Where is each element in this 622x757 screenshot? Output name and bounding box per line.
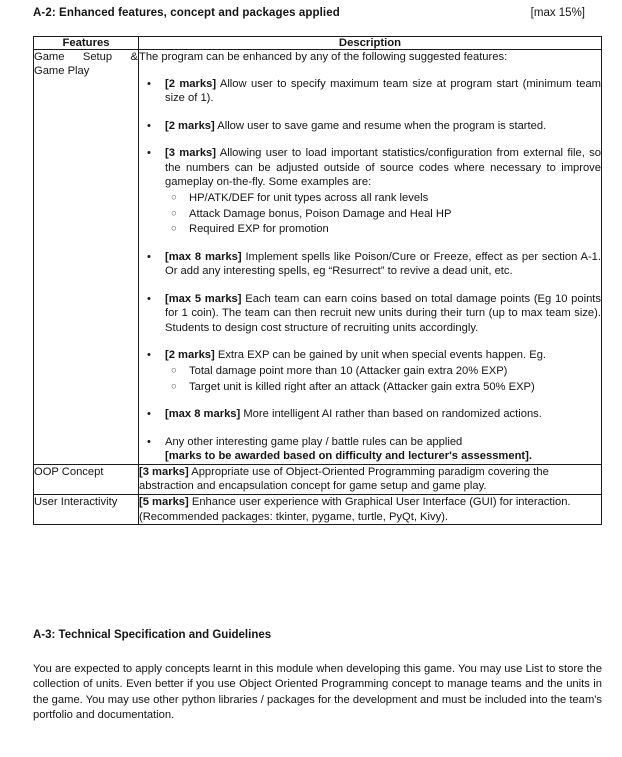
description-intro: The program can be enhanced by any of the following suggested features: bbox=[139, 51, 508, 63]
column-header-features: Features bbox=[34, 37, 139, 50]
table-row bbox=[34, 50, 602, 465]
bullet-text: Extra EXP can be gained by unit when special events happen. Eg. bbox=[214, 349, 547, 362]
page-title: A-2: Enhanced features, concept and packages applied bbox=[33, 7, 340, 19]
bullet-icon: • bbox=[147, 435, 151, 448]
sub-bullet-text: HP/ATK/DEF for unit types across all rank levels bbox=[189, 191, 429, 204]
bullet-text: Implement spells like Poison/Cure or Freeze, effect as per section A-1. Or add any interesting spells, eg “Resurrect” to revive a dead unit, etc. bbox=[165, 250, 601, 278]
bullet-text: Allow user to save game and resume when the program is started. bbox=[214, 119, 547, 132]
bullet-text: Allow user to specify maximum team size at program start (minimum team size of 1). bbox=[165, 77, 602, 105]
feature-cell-user-interactivity: User Interactivity bbox=[34, 494, 139, 524]
feature-label-line2: Game Play bbox=[34, 65, 90, 78]
list-item bbox=[139, 146, 601, 236]
row-marks: [3 marks] bbox=[139, 465, 189, 478]
bullet-icon: • bbox=[147, 408, 151, 421]
sub-list-item bbox=[165, 207, 601, 222]
bullet-icon: • bbox=[147, 250, 151, 263]
description-cell-user-interactivity bbox=[139, 494, 602, 524]
bullet-marks: [max 8 marks] bbox=[165, 250, 242, 263]
list-item bbox=[139, 77, 601, 106]
bullet-text: More intelligent AI rather than based on randomized actions. bbox=[240, 408, 542, 421]
circle-bullet-icon: ○ bbox=[171, 365, 177, 376]
sub-bullet-list bbox=[165, 191, 601, 237]
sub-bullet-text: Required EXP for promotion bbox=[189, 223, 329, 236]
section-a2-heading bbox=[33, 7, 602, 19]
rubric-table bbox=[33, 36, 602, 525]
list-item bbox=[139, 435, 601, 464]
feature-cell-oop-concept: OOP Concept bbox=[34, 464, 139, 494]
sub-bullet-text: Target unit is killed right after an attack (Attacker gain extra 50% EXP) bbox=[189, 380, 535, 393]
bullet-marks: [max 8 marks] bbox=[165, 408, 241, 421]
sub-bullet-text: Attack Damage bonus, Poison Damage and Heal HP bbox=[189, 207, 452, 220]
bullet-icon: • bbox=[147, 77, 151, 90]
bullet-text: Each team can earn coins based on total damage points (Eg 10 points for 1 coin). The team can then recruit new units during their turn (up to max team size). Students to design cost structure of recruiting units accordingly. bbox=[165, 292, 601, 334]
bullet-marks: [max 5 marks] bbox=[165, 292, 242, 305]
bullet-bold-note: [marks to be awarded based on difficulty and lecturer's assessment]. bbox=[165, 450, 532, 463]
circle-bullet-icon: ○ bbox=[171, 207, 177, 219]
section-a2-marks: [max 15%] bbox=[530, 7, 585, 19]
sub-bullet-text: Total damage point more than 10 (Attacker gain extra 20% EXP) bbox=[189, 365, 508, 377]
bullet-icon: • bbox=[147, 292, 151, 305]
bullet-marks: [2 marks] bbox=[165, 119, 215, 132]
description-cell-game-setup bbox=[139, 50, 602, 465]
row-marks: [5 marks] bbox=[139, 495, 189, 508]
feature-cell-game-setup bbox=[34, 50, 139, 465]
table-row bbox=[34, 494, 602, 524]
bullet-icon: • bbox=[147, 119, 151, 132]
list-item bbox=[139, 348, 601, 394]
sub-list-item bbox=[165, 380, 601, 395]
circle-bullet-icon: ○ bbox=[171, 191, 177, 203]
sub-list-item bbox=[165, 364, 601, 379]
list-item bbox=[139, 250, 601, 279]
column-header-description: Description bbox=[139, 37, 602, 50]
feature-label-line1: Game Setup & bbox=[34, 51, 138, 63]
bullet-text: Any other interesting game play / battle rules can be applied bbox=[165, 435, 463, 448]
description-cell-oop-concept bbox=[139, 464, 602, 494]
table-header-row bbox=[34, 37, 602, 50]
row-text: Enhance user experience with Graphical User Interface (GUI) for interaction. (Recommended packages: tkinter, pygame, turtle, PyQt, Kivy). bbox=[139, 495, 571, 523]
section-a3-body: You are expected to apply concepts learnt in this module when developing this game. You may use List to store the collection of units. Even better if you use Object Oriented Programming concept to manage teams and the units in the game. You may use other python libraries / packages for the development and must be included into the team's portfolio and documentation. bbox=[33, 663, 602, 722]
section-a3-heading: A-3: Technical Specification and Guidelines bbox=[33, 629, 272, 641]
row-text: Appropriate use of Object-Oriented Programming paradigm covering the abstraction and encapsulation concept for game setup and game play. bbox=[139, 465, 549, 493]
circle-bullet-icon: ○ bbox=[171, 223, 177, 235]
sub-list-item bbox=[165, 191, 601, 206]
list-item bbox=[139, 407, 601, 422]
bullet-icon: • bbox=[147, 349, 151, 362]
circle-bullet-icon: ○ bbox=[171, 380, 177, 392]
list-item bbox=[139, 292, 601, 336]
bullet-marks: [3 marks] bbox=[165, 147, 216, 160]
table-row bbox=[34, 464, 602, 494]
bullet-icon: • bbox=[147, 147, 151, 160]
sub-list-item bbox=[165, 222, 601, 237]
bullet-text: Allowing user to load important statistics/configuration from external file, so the numbers can be adjusted outside of source codes where necessary to improve gameplay on-the-fly. Some examples are: bbox=[165, 147, 601, 189]
bullet-marks: [2 marks] bbox=[165, 77, 217, 90]
list-item bbox=[139, 119, 601, 134]
feature-bullet-list bbox=[139, 77, 601, 464]
bullet-marks: [2 marks] bbox=[165, 349, 215, 362]
sub-bullet-list bbox=[165, 364, 601, 394]
